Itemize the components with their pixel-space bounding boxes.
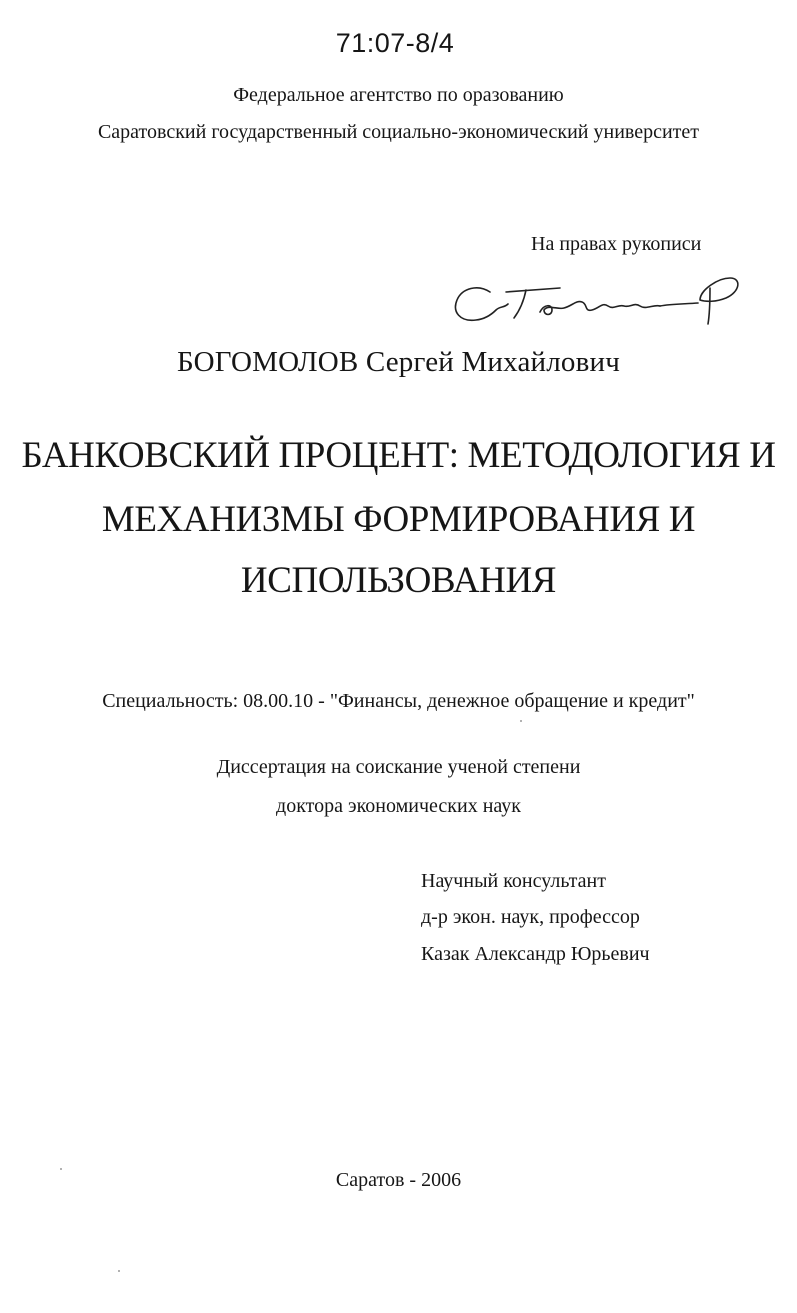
dissertation-title-line: ИСПОЛЬЗОВАНИЯ	[240, 560, 557, 601]
degree-statement-line: Диссертация на соискание ученой степени	[216, 756, 581, 778]
dissertation-title-line: МЕХАНИЗМЫ ФОРМИРОВАНИЯ И	[101, 499, 696, 540]
catalog-code: 71:07-8/4	[335, 28, 455, 58]
consultant-label: Научный консультант	[421, 870, 606, 892]
consultant-name: Казак Александр Юрьевич	[421, 943, 650, 965]
degree-statement-line: доктора экономических наук	[276, 795, 521, 817]
author-name: БОГОМОЛОВ Сергей Михайлович	[176, 346, 621, 378]
specialty-line: Специальность: 08.00.10 - "Финансы, денежное обращение и кредит"	[102, 690, 695, 712]
scan-speck	[520, 720, 522, 722]
agency-name: Федеральное агентство по оразованию	[233, 84, 564, 106]
city-year: Саратов - 2006	[335, 1169, 462, 1191]
scan-speck	[60, 1168, 62, 1170]
handwritten-signature	[448, 270, 748, 330]
dissertation-title-line: БАНКОВСКИЙ ПРОЦЕНТ: МЕТОДОЛОГИЯ И	[21, 435, 776, 476]
scan-speck	[118, 1270, 120, 1272]
manuscript-rights-note: На правах рукописи	[531, 233, 702, 255]
university-name: Саратовский государственный социально-экономический университет	[97, 121, 700, 143]
consultant-degree: д-р экон. наук, профессор	[421, 906, 640, 928]
